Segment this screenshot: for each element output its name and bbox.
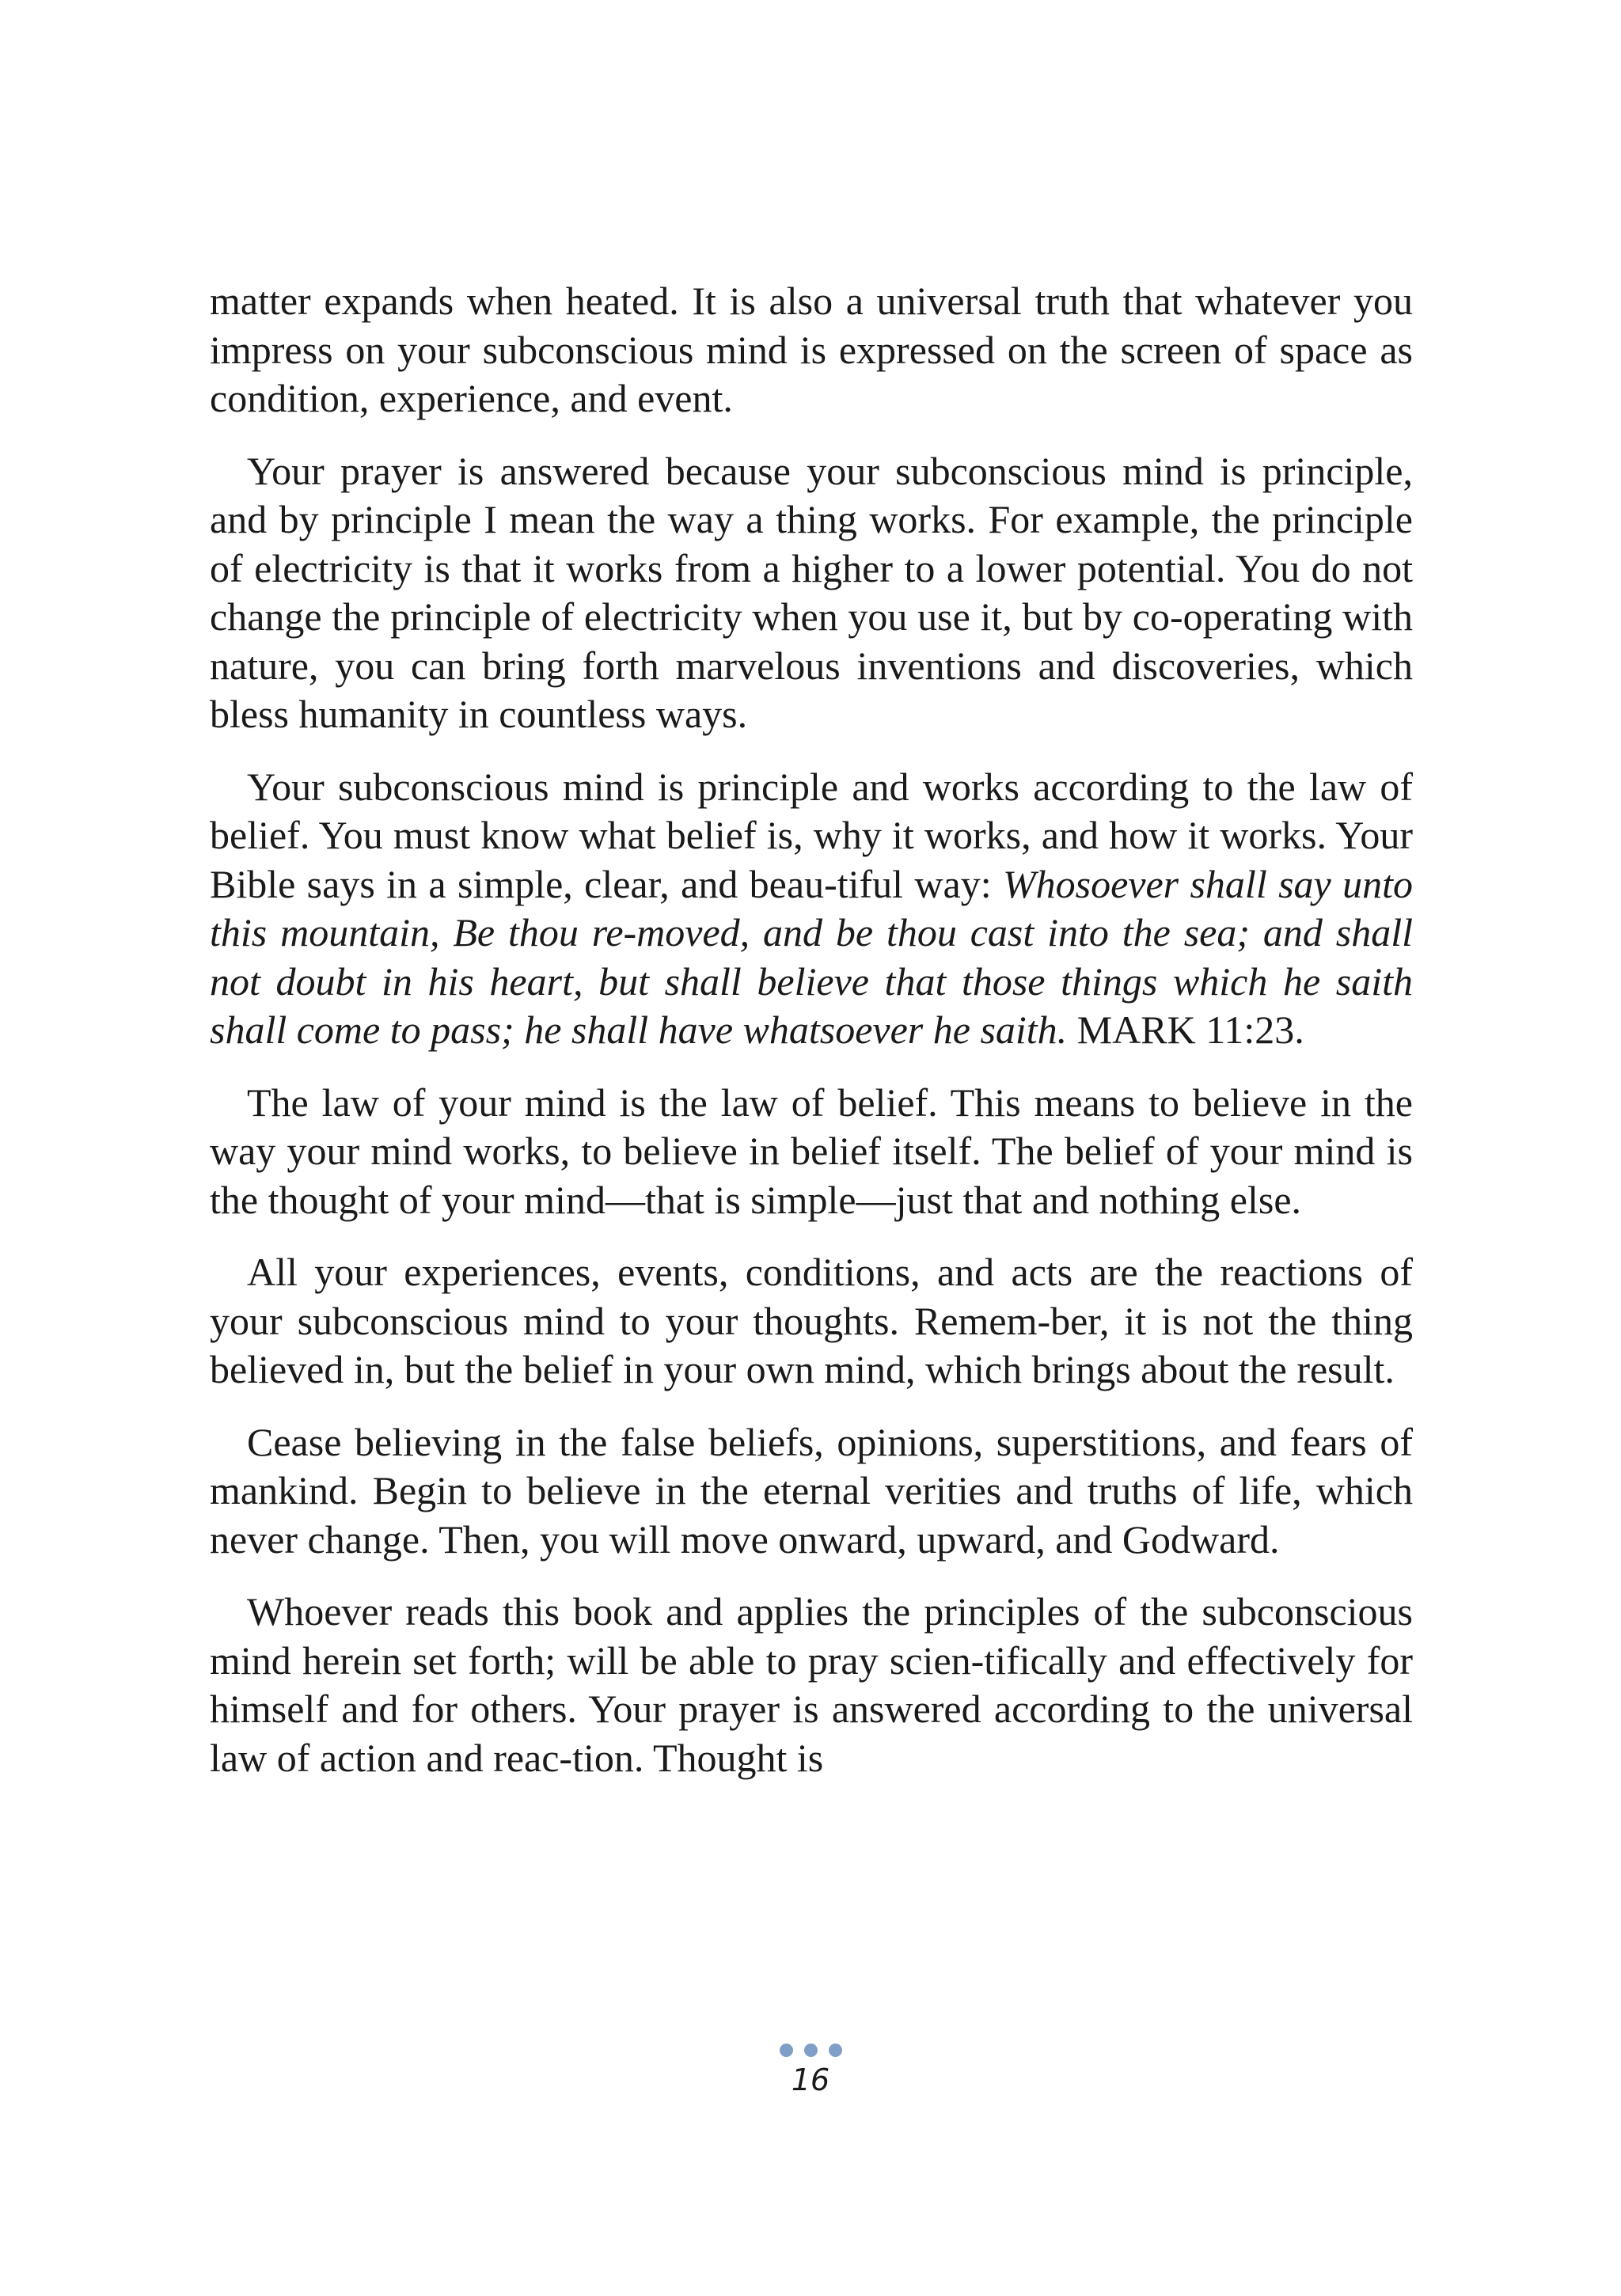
page-body — [210, 277, 1413, 1806]
bible-citation: MARK 11:23. — [1067, 1008, 1304, 1052]
paragraph-law-of-belief-text: Your subconscious mind is principle and works according to the law of belief. You must know what belief is, why it works, and how it works. Your Bible says in a simple, clear, and beau-tiful way: — [210, 764, 1413, 906]
paragraph-law-of-mind: The law of your mind is the law of belief. This means to believe in the way your mind works, to believe in belief itself. The belief of your mind is the thought of your mind—that is simple—just that and nothing else. — [210, 1080, 1413, 1222]
ornament-dot — [829, 2044, 842, 2057]
paragraph-whoever-reads: Whoever reads this book and applies the principles of the subconscious mind herein set forth; will be able to pray scien-tifically and effectively for himself and for others. Your prayer is answered according to the universal law of action and reac-tion. Thought is — [210, 1589, 1413, 1780]
ornament-dot — [780, 2044, 793, 2057]
ornament-dot — [804, 2044, 818, 2057]
bible-quote: Whosoever shall say unto this mountain, Be thou re-moved, and be thou cast into the sea; and shall not doubt in his heart, but shall believe that those things which he saith shall come to pass; he shall have whatsoever he saith. — [210, 861, 1413, 1052]
paragraph-cease-believing: Cease believing in the false beliefs, opinions, superstitions, and fears of mankind. Begin to believe in the eternal verities and truths of life, which never change. Then, you will move onward, upward, and Godward. — [210, 1419, 1413, 1562]
page-number: 16 — [791, 2063, 830, 2097]
paragraph-experiences: All your experiences, events, conditions, and acts are the reactions of your subconscious mind to your thoughts. Remem-ber, it is not the thing believed in, but the belief in your own mind, which brings about the result. — [210, 1250, 1413, 1391]
paragraph-law-of-belief — [210, 763, 1413, 1055]
paragraph-continuation: matter expands when heated. It is also a universal truth that whatever you impress on your subconscious mind is expressed on the screen of space as condition, experience, and event. — [210, 279, 1413, 420]
footer-ornament — [0, 2044, 1621, 2059]
paragraph-prayer-principle: Your prayer is answered because your subconscious mind is principle, and by principle I mean the way a thing works. For example, the principle of electricity is that it works from a higher to a lower potential. You do not change the principle of electricity when you use it, but by co-operating with nature, you can bring forth marvelous inventions and discoveries, which bless humanity in countless ways. — [210, 448, 1413, 736]
page-footer — [0, 2044, 1621, 2097]
